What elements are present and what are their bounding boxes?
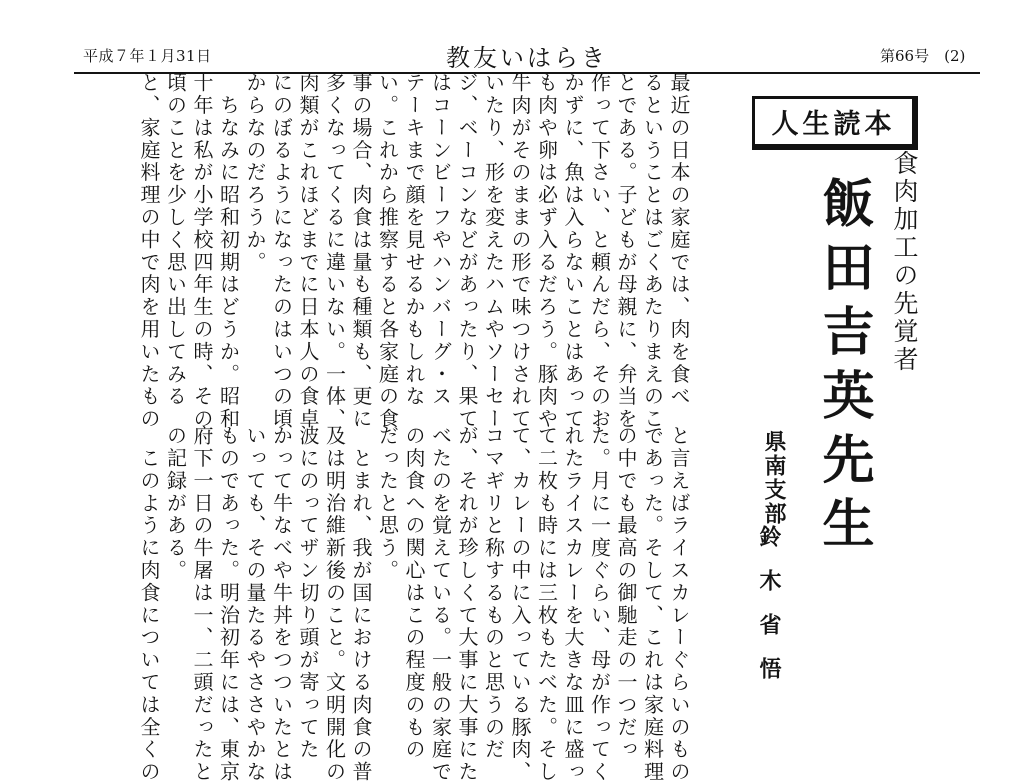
- text-column: いっても、その量たるやささやかな: [243, 425, 267, 783]
- column-title-box: [752, 96, 918, 150]
- text-column: の記録がある。: [163, 425, 188, 582]
- text-column: 多くなってくるに違いない。一体、: [322, 72, 347, 431]
- article-text-lower: [136, 425, 693, 783]
- text-column: 及は明治維新後のこと。文明開化の: [322, 425, 347, 783]
- text-column: 最近の日本の家庭では、肉を食べ: [667, 72, 691, 408]
- text-column: て、カレーの中に入っている豚肉、: [508, 425, 532, 783]
- article-text-upper: [136, 72, 693, 431]
- text-column: 波にのってザン切り頭が寄ってた: [296, 425, 320, 761]
- text-column: い。これから推察すると各家庭の食: [375, 72, 400, 431]
- text-column: コマギリと称するものと思うのだ: [481, 425, 506, 761]
- issue-number: 第66号 (2): [880, 47, 966, 65]
- text-column: ジ、ベーコンなどがあったり、果て: [455, 72, 479, 431]
- text-column: と、家庭料理の中で肉を用いたもの: [137, 72, 161, 431]
- text-column: 府下一日の牛屠は一、二頭だったと: [190, 425, 214, 783]
- newsletter-title: 教友いはらき: [446, 44, 608, 72]
- text-column: 作って下さい、と頼んだら、そのお: [587, 72, 612, 431]
- text-column: 肉類がこれほどまでに日本人の食卓: [296, 72, 320, 431]
- text-column: テーキまで顔を見せるかもしれな: [402, 72, 426, 408]
- text-column: て二枚も時には三枚もたべた。そし: [534, 425, 559, 783]
- text-column: れたライスカレーを大きな皿に盛っ: [561, 425, 585, 783]
- text-column: ものであった。明治初年には、東京: [216, 425, 241, 783]
- text-column: べたのを覚えている。一般の家庭で: [428, 425, 453, 783]
- text-column: るということはごくあたりまえのこ: [640, 72, 665, 431]
- text-column: とである。子どもが母親に、弁当を: [614, 72, 638, 431]
- text-column: このように肉食については全くの: [137, 425, 161, 783]
- text-column: だったと思う。: [375, 425, 400, 582]
- text-column: の肉食への関心はこの程度のもの: [402, 425, 426, 761]
- text-column: はコーンビーフやハンバーグ・ス: [428, 72, 453, 408]
- author-branch: 県南支部: [761, 430, 786, 526]
- newspaper-header: [0, 0, 1024, 76]
- article-subtitle: 食肉加工の先覚者: [890, 150, 919, 374]
- text-column: かって牛なべや牛丼をつついたとは: [269, 425, 294, 783]
- author-name: 鈴木省悟: [756, 525, 781, 701]
- text-column: とまれ、我が国における肉食の普: [349, 425, 373, 783]
- text-column: からなのだろうか。: [243, 72, 267, 274]
- text-column: た。月に一度ぐらい、母が作ってく: [587, 425, 612, 783]
- honoree-name: 飯田吉英先生: [813, 176, 873, 560]
- text-column: 牛肉がそのままの形で味つけされて: [508, 72, 532, 431]
- text-column: ちなみに昭和初期はどうか。昭和: [216, 72, 241, 431]
- text-column: 頃のことを少しく思い出してみる: [163, 72, 188, 408]
- text-column: も肉や卵は必ず入るだろう。豚肉や: [534, 72, 559, 431]
- text-column: にのぼるようになったのはいつの頃: [269, 72, 294, 431]
- text-column: いたり、形を変えたハムやソーセー: [481, 72, 506, 431]
- text-column: であった。そして、これは家庭料理: [640, 425, 665, 783]
- text-column: 事の場合、肉食は量も種類も、更に: [349, 72, 373, 431]
- text-column: と言えばライスカレーぐらいのもの: [667, 425, 691, 783]
- text-column: 十年は私が小学校四年生の時、その: [190, 72, 214, 431]
- publication-date: 平成７年１月31日: [83, 47, 212, 65]
- text-column: かずに、魚は入らないことはあって: [561, 72, 585, 431]
- text-column: が、それが珍しくて大事に大事にた: [455, 425, 479, 783]
- text-column: の中でも最高の御馳走の一つだっ: [614, 425, 638, 761]
- column-name: 人生読本: [771, 109, 896, 140]
